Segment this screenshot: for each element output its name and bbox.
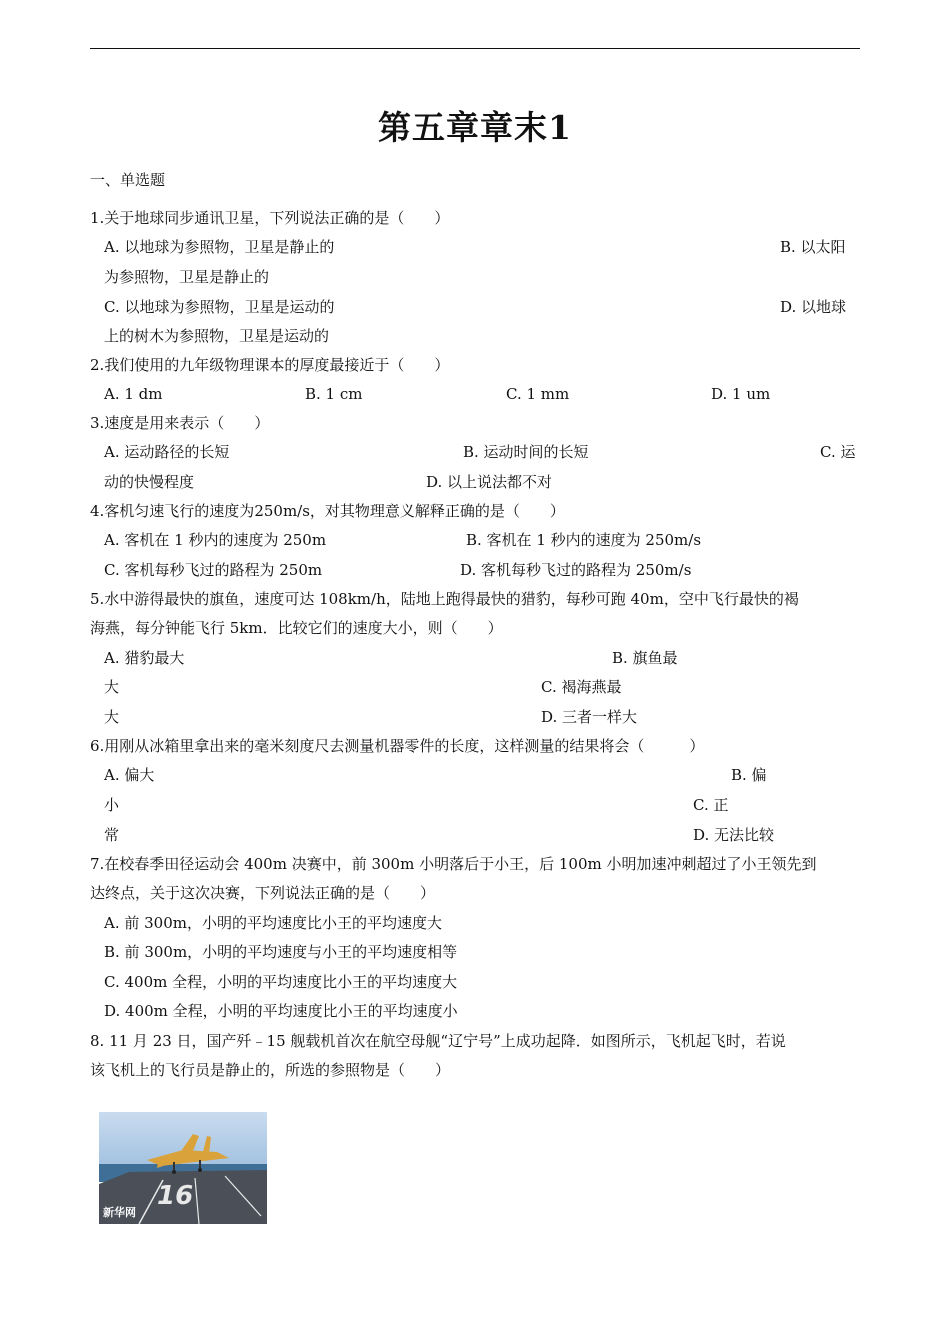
question-7-line-2: 达终点，关于这次决赛，下列说法正确的是（ ） [90, 884, 436, 902]
question-5-line-1: 5.水中游得最快的旗鱼，速度可达 108km/h，陆地上跑得最快的猎豹，每秒可跑 40m，空中飞行最快的褐 [90, 590, 799, 608]
q5-option-c: C. 褐海燕最 [541, 678, 622, 696]
q4-option-b: B. 客机在 1 秒内的速度为 250m/s [466, 531, 702, 549]
q5-option-b: B. 旗鱼最 [612, 649, 678, 667]
q6-option-d: D. 无法比较 [693, 826, 775, 844]
question-1: 1.关于地球同步通讯卫星，下列说法正确的是（ ） [90, 209, 450, 227]
q7-option-c: C. 400m 全程，小明的平均速度比小王的平均速度大 [104, 973, 458, 991]
q7-option-b: B. 前 300m，小明的平均速度与小王的平均速度相等 [104, 943, 458, 961]
deck-number: 16 [157, 1181, 194, 1211]
q5-option-b-wrap: 大 [104, 678, 120, 696]
q2-option-c: C. 1 mm [506, 385, 570, 403]
q4-option-c: C. 客机每秒飞过的路程为 250m [104, 561, 323, 579]
question-2: 2.我们使用的九年级物理课本的厚度最接近于（ ） [90, 356, 450, 374]
q3-option-c: C. 运 [820, 443, 856, 461]
question-5-line-2: 海燕，每分钟能飞行 5km．比较它们的速度大小，则（ ） [90, 619, 503, 637]
q3-option-b: B. 运动时间的长短 [463, 443, 589, 461]
q1-option-d-wrap: 上的树木为参照物，卫星是运动的 [104, 327, 330, 345]
header-rule [90, 48, 860, 49]
q1-option-d: D. 以地球 [780, 298, 847, 316]
q4-option-d: D. 客机每秒飞过的路程为 250m/s [460, 561, 692, 579]
question-7-line-1: 7.在校春季田径运动会 400m 决赛中，前 300m 小明落后于小王，后 100m 小明加速冲刺超过了小王领先到 [90, 855, 817, 873]
watermark: 新华网 [103, 1206, 136, 1219]
carrier-jet-illustration [99, 1112, 267, 1224]
q5-option-d: D. 三者一样大 [541, 708, 638, 726]
question-6: 6.用刚从冰箱里拿出来的毫米刻度尺去测量机器零件的长度，这样测量的结果将会（ ） [90, 737, 705, 755]
q5-option-a: A. 猎豹最大 [104, 649, 185, 667]
q7-option-a: A. 前 300m，小明的平均速度比小王的平均速度大 [104, 914, 442, 932]
q1-option-b-wrap: 为参照物，卫星是静止的 [104, 268, 270, 286]
question-8-line-1: 8. 11 月 23 日，国产歼﹣15 舰载机首次在航空母舰“辽宁号”上成功起降．如图所示，飞机起飞时，若说 [90, 1032, 786, 1050]
q3-option-d: D. 以上说法都不对 [426, 473, 553, 491]
q6-option-b-wrap: 小 [104, 796, 120, 814]
page-title: 第五章章末1 [378, 108, 572, 147]
q3-option-c-wrap: 动的快慢程度 [104, 473, 195, 491]
q5-option-c-wrap: 大 [104, 708, 120, 726]
question-3: 3.速度是用来表示（ ） [90, 414, 270, 432]
q1-option-b: B. 以太阳 [780, 238, 846, 256]
q2-option-a: A. 1 dm [104, 385, 163, 403]
question-4: 4.客机匀速飞行的速度为250m/s，对其物理意义解释正确的是（ ） [90, 502, 565, 520]
q3-option-a: A. 运动路径的长短 [104, 443, 230, 461]
question-8-line-2: 该飞机上的飞行员是静止的，所选的参照物是（ ） [90, 1061, 451, 1079]
section-heading: 一、单选题 [90, 171, 166, 189]
q7-option-d: D. 400m 全程，小明的平均速度比小王的平均速度小 [104, 1002, 458, 1020]
q1-option-a: A. 以地球为参照物，卫星是静止的 [104, 238, 335, 256]
q6-option-c: C. 正 [693, 796, 729, 814]
q4-option-a: A. 客机在 1 秒内的速度为 250m [104, 531, 327, 549]
carrier-jet-photo [99, 1112, 267, 1224]
q1-option-c: C. 以地球为参照物，卫星是运动的 [104, 298, 335, 316]
q2-option-b: B. 1 cm [305, 385, 363, 403]
q6-option-b: B. 偏 [731, 766, 767, 784]
q2-option-d: D. 1 um [711, 385, 771, 403]
q6-option-a: A. 偏大 [104, 766, 155, 784]
q6-option-c-wrap: 常 [104, 826, 120, 844]
